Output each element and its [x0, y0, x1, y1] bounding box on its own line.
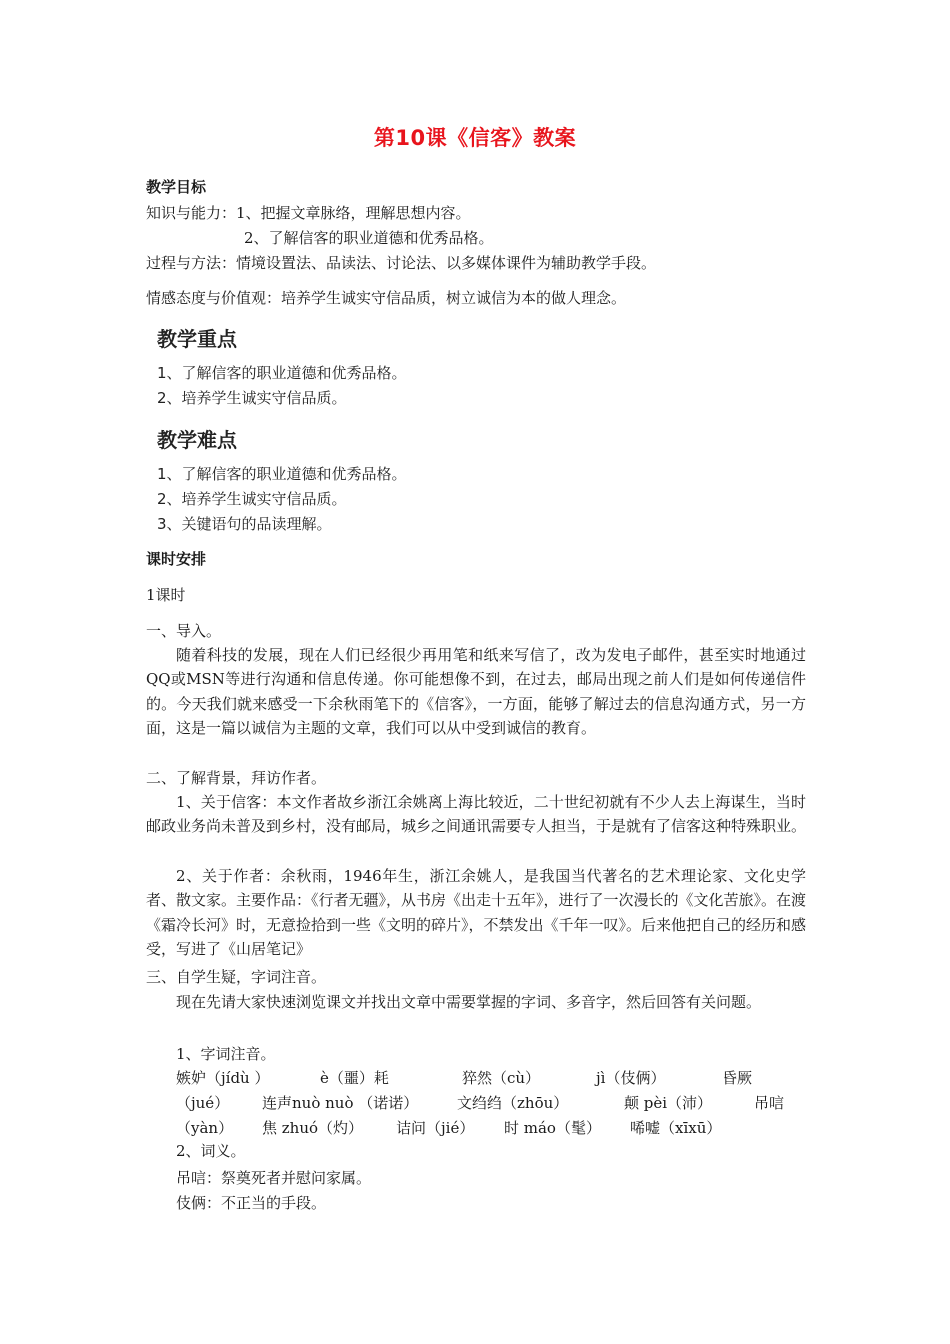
pronunciation-entry: 文绉绉（zhōu） — [457, 1094, 569, 1112]
document-title: 第10课《信客》教案 — [373, 126, 577, 150]
difficulty-item: 1、了解信客的职业道德和优秀品格。 — [157, 465, 407, 483]
objective-knowledge-1: 知识与能力：1、把握文章脉络，理解思想内容。 — [146, 204, 471, 222]
meaning-heading: 2、词义。 — [176, 1142, 246, 1160]
about-author-paragraph: 2、关于作者：余秋雨，1946年生，浙江余姚人，是我国当代著名的艺术理论家、文化史学者、散文家。主要作品：《行者无疆》，从书房《出走十五年》，进行了一次漫长的《文化苦旅》。在渡《霜冷长河》时，无意捡拾到一些《文明的碎片》，不禁发出《千年一叹》。后来他把自己的经历和感受，写进了《山居笔记》 — [146, 867, 807, 959]
pronunciation-entry: 颠 pèi（沛） — [624, 1094, 713, 1112]
pronunciation-entry: è（噩）耗 — [320, 1069, 389, 1087]
about-xinke-paragraph: 1、关于信客：本文作者故乡浙江余姚离上海比较近，二十世纪初就有不少人去上海谋生，当时邮政业务尚未普及到乡村，没有邮局，城乡之间通讯需要专人担当，于是就有了信客这种特殊职业。 — [146, 793, 807, 836]
intro-heading: 一、导入。 — [146, 622, 222, 640]
pronunciation-entry: 嫉妒（jídù ） — [176, 1069, 270, 1087]
background-heading: 二、了解背景，拜访作者。 — [146, 769, 327, 787]
schedule-value: 1课时 — [146, 586, 186, 604]
pronunciation-entry: 焦 zhuó（灼） — [262, 1119, 364, 1137]
pronunciation-entry: 猝然（cù） — [462, 1069, 541, 1087]
meaning-item: 伎俩：不正当的手段。 — [176, 1194, 327, 1212]
pronunciation-entry: （yàn） — [176, 1119, 234, 1137]
pronunciation-entry: 连声nuò nuò （诺诺） — [262, 1094, 419, 1112]
key-points-heading: 教学重点 — [157, 327, 237, 351]
pronunciation-entry: 吊唁 — [754, 1094, 785, 1112]
pronunciation-entry: jì（伎俩） — [596, 1069, 666, 1087]
objective-emotion: 情感态度与价值观：培养学生诚实守信品质，树立诚信为本的做人理念。 — [146, 289, 627, 307]
difficulty-item: 3、关键语句的品读理解。 — [157, 515, 332, 533]
objective-process: 过程与方法：情境设置法、品读法、讨论法、以多媒体课件为辅助教学手段。 — [146, 254, 657, 272]
selfstudy-paragraph: 现在先请大家快速浏览课文并找出文章中需要掌握的字词、多音字，然后回答有关问题。 — [176, 993, 762, 1011]
pronunciation-entry: 唏嘘（xīxū） — [630, 1119, 722, 1137]
pronunciation-entry: 昏厥 — [722, 1069, 753, 1087]
difficulties-heading: 教学难点 — [157, 428, 237, 452]
difficulty-item: 2、培养学生诚实守信品质。 — [157, 490, 347, 508]
pronunciation-entry: （jué） — [176, 1094, 230, 1112]
objective-knowledge-2: 2、了解信客的职业道德和优秀品格。 — [244, 229, 494, 247]
meaning-item: 吊唁：祭奠死者并慰问家属。 — [176, 1169, 372, 1187]
key-point-item: 2、培养学生诚实守信品质。 — [157, 389, 347, 407]
objectives-heading: 教学目标 — [146, 178, 207, 196]
key-point-item: 1、了解信客的职业道德和优秀品格。 — [157, 364, 407, 382]
intro-paragraph: 随着科技的发展，现在人们已经很少再用笔和纸来写信了，改为发电子邮件，甚至实时地通过QQ或MSN等进行沟通和信息传递。你可能想像不到，在过去，邮局出现之前人们是如何传递信件的。今天我们就来感受一下余秋雨笔下的《信客》，一方面，能够了解过去的信息沟通方式，另一方面，这是一篇以诚信为主题的文章，我们可以从中受到诚信的教育。 — [146, 646, 806, 738]
selfstudy-heading: 三、自学生疑，字词注音。 — [146, 968, 327, 986]
schedule-heading: 课时安排 — [146, 550, 207, 568]
pronunciation-entry: 时 máo（髦） — [504, 1119, 601, 1137]
pronunciation-heading: 1、字词注音。 — [176, 1045, 276, 1063]
pronunciation-entry: 诘问（jié） — [396, 1119, 475, 1137]
